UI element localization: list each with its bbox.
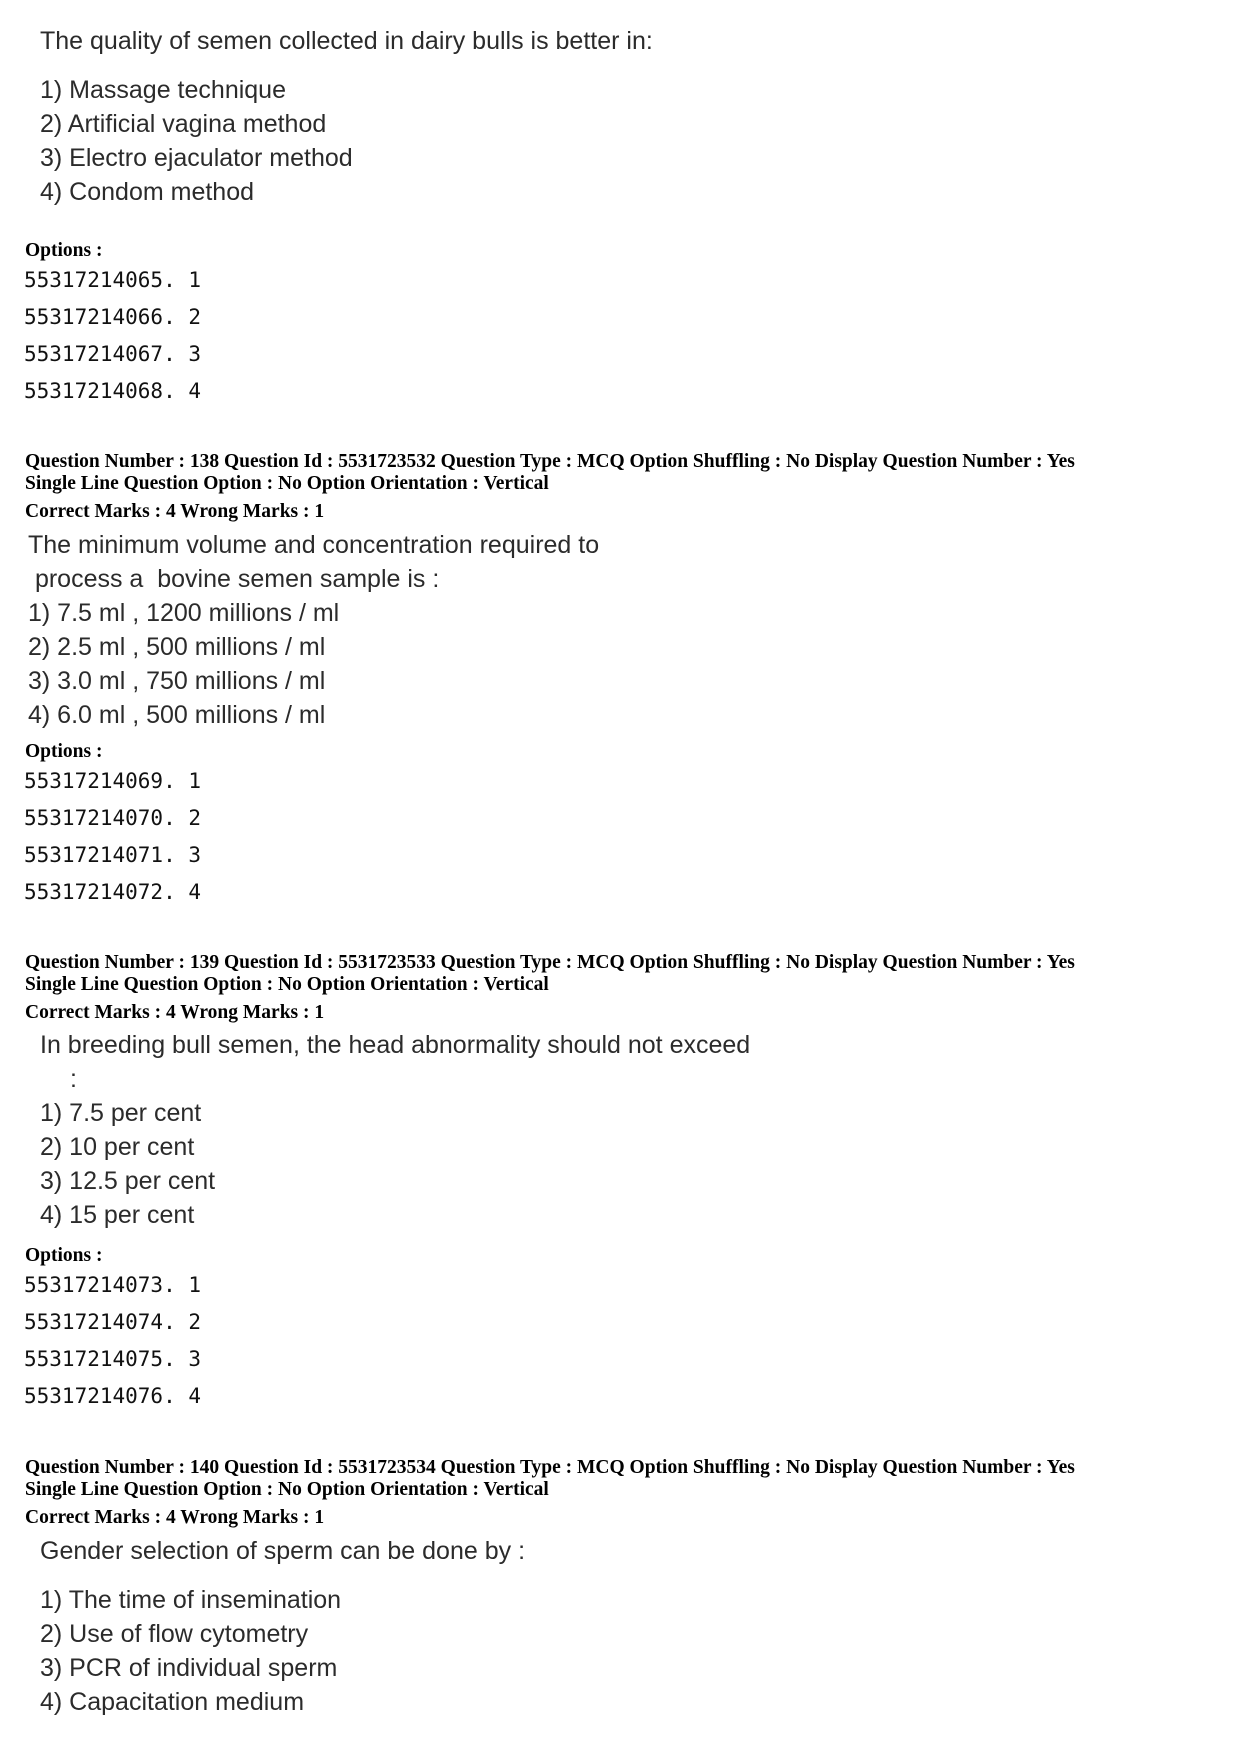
option-id-list [24,763,201,911]
question-option-4: 4) Capacitation medium [40,1688,305,1716]
question-meta-line: Question Number : 140 Question Id : 5531723534 Question Type : MCQ Option Shuffling : No Display Question Number : Yes [25,1457,1075,1478]
question-option-3: 3) 12.5 per cent [40,1167,216,1195]
question-option-4: 4) 6.0 ml , 500 millions / ml [28,701,326,729]
question-option-2: 2) Use of flow cytometry [40,1620,309,1648]
question-option-2: 2) 10 per cent [40,1133,195,1161]
option-id: 55317214065. 1 [24,268,202,292]
option-id: 55317214069. 1 [24,769,202,793]
question-stem-line: process a bovine semen sample is : [28,565,440,593]
question-meta-line: Single Line Question Option : No Option Orientation : Vertical [25,473,549,494]
question-image-138 [28,528,599,732]
option-id: 55317214066. 2 [24,305,202,329]
question-meta-138 [25,451,1075,523]
question-option-4: 4) Condom method [40,178,255,206]
question-image-137 [40,24,653,209]
question-meta-line: Question Number : 138 Question Id : 5531723532 Question Type : MCQ Option Shuffling : No Display Question Number : Yes [25,451,1075,472]
question-image-140 [40,1534,525,1719]
option-id: 55317214073. 1 [24,1273,202,1297]
option-id: 55317214067. 3 [24,342,202,366]
option-id: 55317214068. 4 [24,379,202,403]
question-option-1: 1) 7.5 per cent [40,1099,202,1127]
options-label: Options : [25,240,103,261]
question-marks-line: Correct Marks : 4 Wrong Marks : 1 [25,1002,325,1023]
question-option-1: 1) Massage technique [40,76,286,104]
question-stem-line: : [70,1065,77,1093]
option-id: 55317214070. 2 [24,806,202,830]
question-stem-line: Gender selection of sperm can be done by : [40,1537,526,1565]
question-option-1: 1) 7.5 ml , 1200 millions / ml [28,599,340,627]
question-meta-140 [25,1457,1075,1529]
question-option-2: 2) 2.5 ml , 500 millions / ml [28,633,326,661]
question-option-3: 3) PCR of individual sperm [40,1654,338,1682]
question-marks-line: Correct Marks : 4 Wrong Marks : 1 [25,1507,325,1528]
question-stem-line: The minimum volume and concentration required to [28,531,600,559]
option-id: 55317214075. 3 [24,1347,202,1371]
question-stem-line: In breeding bull semen, the head abnormality should not exceed [40,1031,751,1059]
options-label: Options : [25,741,103,762]
option-id: 55317214072. 4 [24,880,202,904]
option-id: 55317214074. 2 [24,1310,202,1334]
question-image-139 [40,1028,750,1232]
option-id: 55317214071. 3 [24,843,202,867]
question-option-3: 3) 3.0 ml , 750 millions / ml [28,667,326,695]
question-option-3: 3) Electro ejaculator method [40,144,353,172]
question-stem-line: The quality of semen collected in dairy bulls is better in: [40,27,653,55]
option-id: 55317214076. 4 [24,1384,202,1408]
question-option-4: 4) 15 per cent [40,1201,195,1229]
question-meta-line: Question Number : 139 Question Id : 5531723533 Question Type : MCQ Option Shuffling : No Display Question Number : Yes [25,952,1075,973]
question-meta-139 [25,952,1075,1024]
question-meta-line: Single Line Question Option : No Option Orientation : Vertical [25,974,549,995]
options-label: Options : [25,1245,103,1266]
question-marks-line: Correct Marks : 4 Wrong Marks : 1 [25,501,325,522]
option-id-list [24,262,201,410]
question-meta-line: Single Line Question Option : No Option Orientation : Vertical [25,1479,549,1500]
question-option-1: 1) The time of insemination [40,1586,342,1614]
question-option-2: 2) Artificial vagina method [40,110,327,138]
option-id-list [24,1267,201,1415]
